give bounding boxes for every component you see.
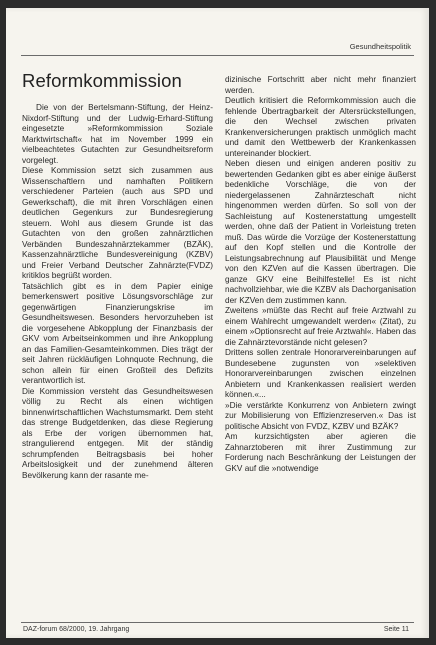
right-column	[225, 75, 416, 474]
publication-info: DAZ-forum 68/2000, 19. Jahrgang	[23, 626, 130, 633]
left-column	[22, 103, 213, 481]
paragraph: Diese Kommission setzt sich zusammen aus Wissenschaftlern und namhaften Politikern verschiedener Parteien (auch aus SPD und Gewerkschaft), die mit ihren Vorschlägen einen deutlichen Gegenkurs zur Bundesregierung steuern. Wohl aus diesem Grunde ist das Gutachten von den großen zahnärztlichen Verbänden Bundeszahnärztekammer (BZÄK), Kassenzahnärztliche Bundesvereinigung (KZBV) und Freier Verband Deutscher Zahnärzte(FVDZ) kritiklos begrüßt worden.	[22, 166, 213, 280]
article-title: Reformkommission	[22, 70, 182, 91]
paragraph: Neben diesen und einigen anderen positiv zu bewertenden Gedanken gibt es aber einige äußerst bedenkliche Vorschläge, die von der niedergelassenen Zahnärzteschaft nicht hingenommen werden dürfen. So soll von der Sachleistung auf Kostenerstattung umgestellt werden, ohne daß der Patient in Vorleistung treten muß. Das würde die Vorzüge der Kostenerstattung auf den Kopf stellen und die Kontrolle der Leistungsabrechnung auf Plausibilität und Menge von den KZVen auf die Kassen übertragen. Die ganze GKV eine Beihilfestelle! Es ist nicht nachvollziehbar, wie die KZBV als Dachorganisation der KZVen dem zustimmen kann.	[225, 159, 416, 305]
paragraph: Am kurzsichtigsten aber agieren die Zahnarztoberen mit ihrer Zustimmung zur Forderung nach Beschränkung der Leistungen der GKV auf die »notwendige	[225, 432, 416, 473]
footer-divider	[21, 622, 414, 623]
header-divider	[21, 55, 414, 56]
paragraph: »Die verstärkte Konkurrenz von Anbietern zwingt zur Mobilisierung von Effizienzreserven.« Das ist politische Absicht von FVDZ, KZBV und BZÄK?	[225, 400, 416, 431]
paragraph: Die von der Bertelsmann-Stiftung, der Heinz-Nixdorf-Stiftung und der Ludwig-Erhard-Stiftung eingesetzte »Reformkommission Soziale Marktwirtschaft« hat im November 1999 ein vielbeachtetes Gutachten zur Gesundheitsreform vorgelegt.	[22, 103, 213, 165]
paragraph: Zweitens »müßte das Recht auf freie Arztwahl zu einem Wahlrecht umgewandelt werden« (Zitat), zu einem »Optionsrecht auf freie Arztwahl«. Haben das die Zahnärztevorstände nicht gelesen?	[225, 306, 416, 347]
paragraph: Deutlich kritisiert die Reformkommission auch die fehlende Übertragbarkeit der Altersrückstellungen, die den Wechsel zwischen privaten Krankenversicherungen praktisch unmöglich macht und damit den Wettbewerb der Krankenkassen untereinander blockiert.	[225, 96, 416, 158]
paragraph: Drittens sollen zentrale Honorarvereinbarungen auf Bundesebene zugunsten von »selektiven Honorarvereinbarungen zwischen einzelnen Anbietern und Krankenkassen realisiert werden können.«...	[225, 348, 416, 399]
document-page	[6, 8, 429, 638]
page-number: Seite 11	[383, 626, 409, 633]
paragraph: Die Kommission versteht das Gesundheitswesen völlig zu Recht als einen wichtigen binnenwirtschaftlichen Wachstumsmarkt. Dem steht das strenge Budgetdenken, das diese Regierung als Erbe der vorigen übernommen hat, strangulierend entgegen. Mit der ständig schrumpfenden Beitragsbasis bei hoher Arbeitslosigkeit und der zunehmend älteren Bevölkerung kann der rasante me-	[22, 386, 213, 480]
section-header: Gesundheitspolitik	[349, 42, 411, 51]
paragraph: Tatsächlich gibt es in dem Papier einige bemerkenswert positive Lösungsvorschläge zur gegenwärtigen Finanzierungskrise im Gesundheitswesen. Besonders hervorzuheben ist die vorgesehene Abkopplung der Finanzbasis der GKV vom Arbeitseinkommen und ihre Ankopplung an das Familien-Gesamteinkommen. Dies trägt der seit Jahren rückläufigen Lohnquote Rechnung, die schon allein für einen Großteil des Defizits verantwortlich ist.	[22, 281, 213, 385]
paragraph: dizinische Fortschritt aber nicht mehr finanziert werden.	[225, 75, 416, 95]
